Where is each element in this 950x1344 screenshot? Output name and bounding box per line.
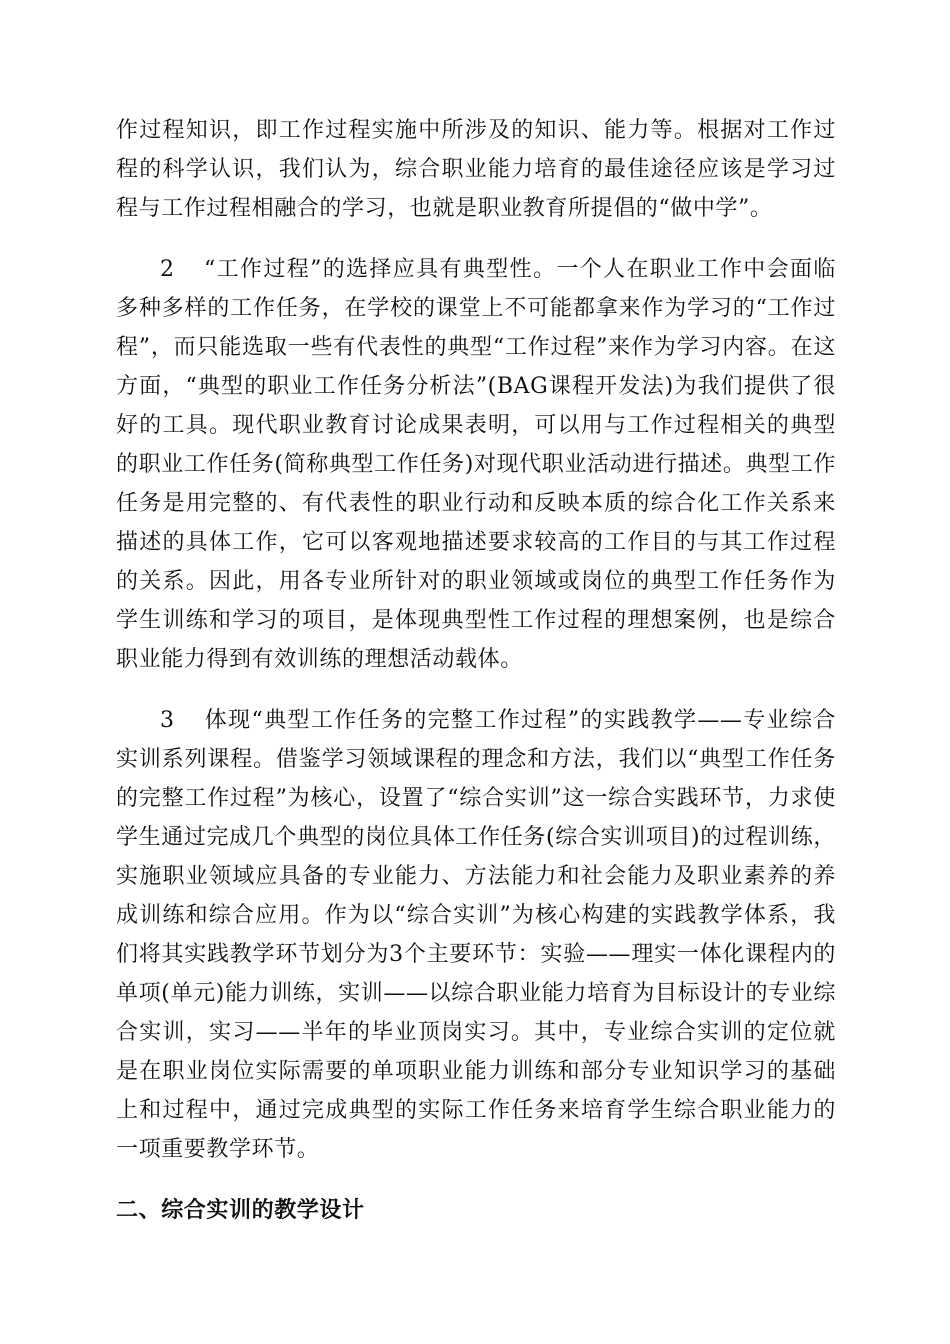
paragraph-3 — [116, 701, 836, 1169]
paragraph-2-number: 2 — [160, 257, 175, 282]
paragraph-2-text: “工作过程”的选择应具有典型性。一个人在职业工作中会面临多种多样的工作任务，在学校的课堂上不可能都拿来作为学习的“工作过程”，而只能选取一些有代表性的典型“工作过程”来作为学习内容。在这方面，“典型的职业工作任务分析法”(BAG课程开发法)为我们提供了很好的工具。现代职业教育讨论成果表明，可以用与工作过程相关的典型的职业工作任务(简称典型工作任务)对现代职业活动进行描述。典型工作任务是用完整的、有代表性的职业行动和反映本质的综合化工作关系来描述的具体工作，它可以客观地描述要求较高的工作目的与其工作过程的关系。因此，用各专业所针对的职业领域或岗位的典型工作任务作为学生训练和学习的项目，是体现典型性工作过程的理想案例，也是综合职业能力得到有效训练的理想活动载体。 — [116, 257, 836, 672]
section-heading: 二、综合实训的教学设计 — [116, 1198, 365, 1223]
paragraph-1: 作过程知识，即工作过程实施中所涉及的知识、能力等。根据对工作过程的科学认识，我们认为，综合职业能力培育的最佳途径应该是学习过程与工作过程相融合的学习，也就是职业教育所提倡的“做中学”。 — [116, 118, 836, 221]
document-page — [116, 111, 836, 1230]
paragraph-2 — [116, 250, 836, 679]
paragraph-3-number: 3 — [160, 708, 175, 733]
paragraph-3-text: 体现“典型工作任务的完整工作过程”的实践教学——专业综合实训系列课程。借鉴学习领域课程的理念和方法，我们以“典型工作任务的完整工作过程”为核心，设置了“综合实训”这一综合实践环节，力求使学生通过完成几个典型的岗位具体工作任务(综合实训项目)的过程训练，实施职业领域应具备的专业能力、方法能力和社会能力及职业素养的养成训练和综合应用。作为以“综合实训”为核心构建的实践教学体系，我们将其实践教学环节划分为3个主要环节：实验——理实一体化课程内的单项(单元)能力训练，实训——以综合职业能力培育为目标设计的专业综合实训，实习——半年的毕业顶岗实习。其中，专业综合实训的定位就是在职业岗位实际需要的单项职业能力训练和部分专业知识学习的基础上和过程中，通过完成典型的实际工作任务来培育学生综合职业能力的一项重要教学环节。 — [116, 708, 836, 1162]
